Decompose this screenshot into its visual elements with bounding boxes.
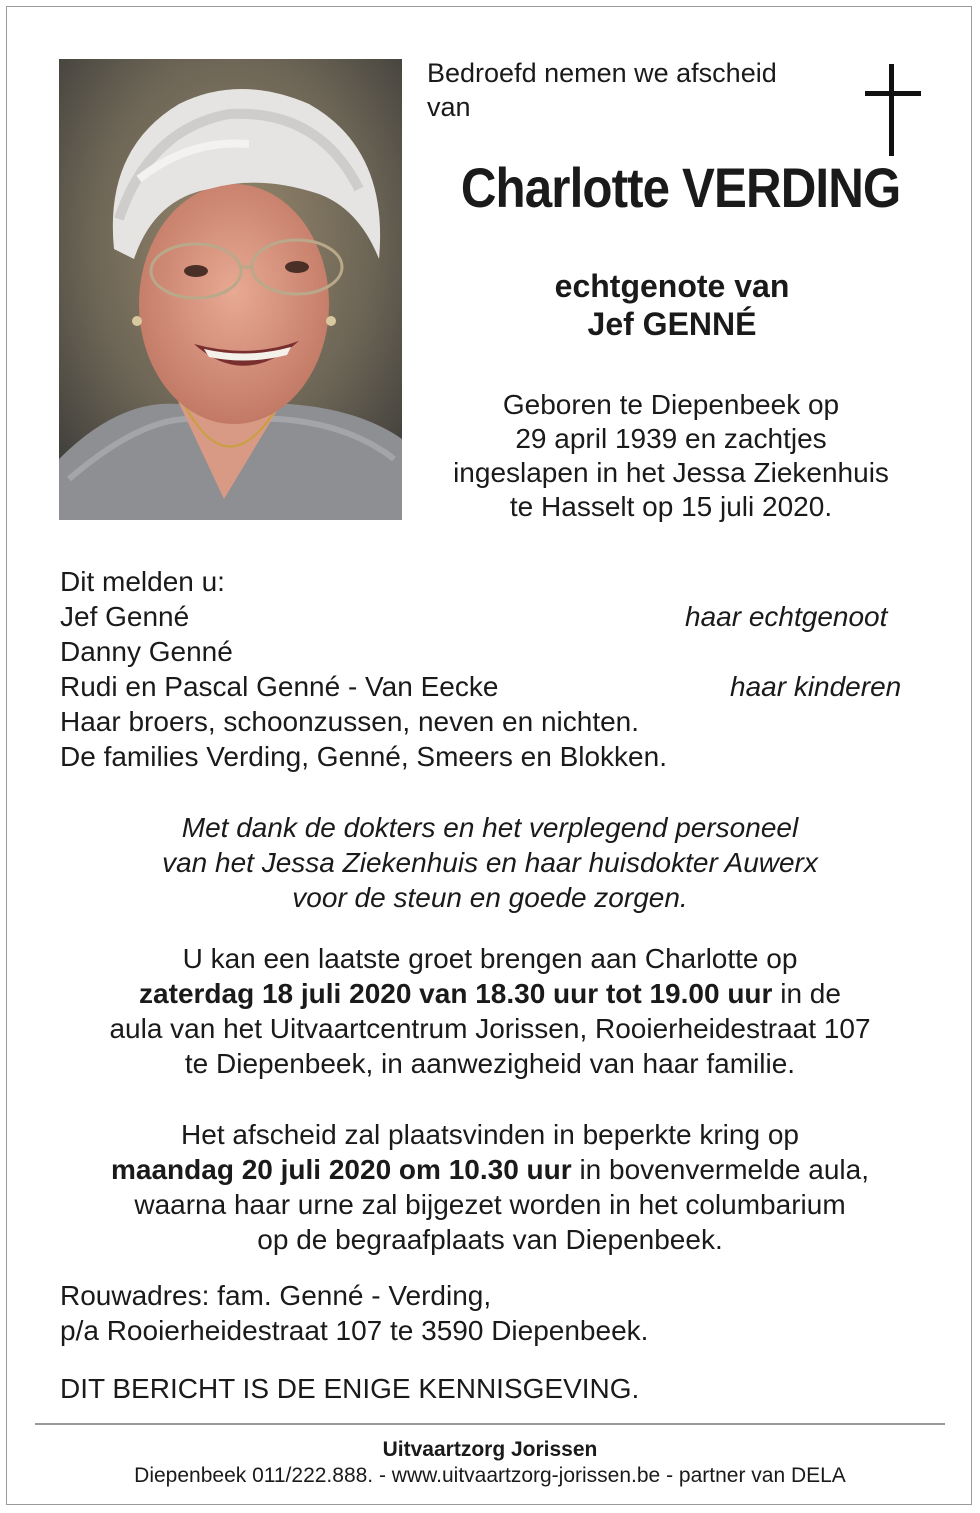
mourning-address	[60, 1278, 648, 1348]
funeral-line: Het afscheid zal plaatsvinden in beperkte kring op	[181, 1119, 799, 1150]
mourner-row	[60, 599, 920, 634]
intro-line: Bedroefd nemen we afscheid	[427, 58, 777, 88]
funeral-line: waarna haar urne zal bijgezet worden in het columbarium	[134, 1189, 846, 1220]
address-line: Rouwadres: fam. Genné - Verding,	[60, 1280, 492, 1311]
mourner-row	[60, 634, 920, 669]
intro-line: van	[427, 92, 471, 122]
spouse-name: Jef GENNÉ	[587, 306, 757, 342]
mourner-name: Danny Genné	[60, 636, 233, 667]
mourner-name: Jef Genné	[60, 601, 190, 632]
visit-line-rest: in de	[772, 978, 841, 1009]
birth-line: ingeslapen in het Jessa Ziekenhuis	[453, 457, 889, 488]
thanks-text	[0, 810, 980, 915]
mourner-row: Haar broers, schoonzussen, neven en nichten.	[60, 706, 640, 737]
mourner-role: haar echtgenoot	[685, 601, 888, 632]
spouse-line: echtgenote van	[554, 268, 790, 304]
birth-death-info	[420, 388, 922, 524]
funeral-line: op de begraafplaats van Diepenbeek.	[257, 1224, 723, 1255]
birth-line: 29 april 1939 en zachtjes	[515, 423, 827, 454]
funeral-line	[0, 1152, 980, 1187]
portrait-photo	[59, 59, 402, 520]
funeral-home-contact: Diepenbeek 011/222.888. - www.uitvaartzorg-jorissen.be - partner van DELA	[134, 1464, 846, 1487]
birth-line: te Hasselt op 15 juli 2020.	[509, 491, 833, 522]
mourner-row: De families Verding, Genné, Smeers en Blokken.	[60, 741, 667, 772]
mourner-row	[60, 669, 920, 704]
intro-text	[427, 56, 777, 124]
funeral-line-rest: in bovenvermelde aula,	[571, 1154, 869, 1185]
mourner-name: Rudi en Pascal Genné - Van Eecke	[60, 671, 499, 702]
visit-datetime: zaterdag 18 juli 2020 van 18.30 uur tot 19.00 uur	[139, 978, 773, 1009]
thanks-line: van het Jessa Ziekenhuis en haar huisdokter Auwerx	[162, 847, 818, 878]
mourners-heading: Dit melden u:	[60, 566, 225, 597]
visit-line: te Diepenbeek, in aanwezigheid van haar familie.	[184, 1048, 796, 1079]
address-line: p/a Rooierheidestraat 107 te 3590 Diepenbeek.	[60, 1315, 649, 1346]
funeral-home-name: Uitvaartzorg Jorissen	[382, 1438, 598, 1461]
mourner-role: haar kinderen	[730, 671, 902, 702]
notice-text: DIT BERICHT IS DE ENIGE KENNISGEVING.	[60, 1373, 640, 1404]
mourners-list	[60, 564, 920, 774]
thanks-line: Met dank de dokters en het verplegend personeel	[181, 812, 799, 843]
visit-line	[0, 976, 980, 1011]
footer-divider	[35, 1423, 945, 1425]
funeral-datetime: maandag 20 juli 2020 om 10.30 uur	[111, 1154, 572, 1185]
birth-line: Geboren te Diepenbeek op	[502, 389, 840, 420]
visit-line: U kan een laatste groet brengen aan Charlotte op	[182, 943, 798, 974]
funeral-info	[0, 1117, 980, 1257]
visitation-info	[0, 941, 980, 1081]
spouse-info	[430, 267, 914, 343]
deceased-name: Charlotte VERDING	[460, 156, 901, 219]
visit-line: aula van het Uitvaartcentrum Jorissen, Rooierheidestraat 107	[109, 1013, 871, 1044]
cross-icon	[865, 64, 921, 156]
thanks-line: voor de steun en goede zorgen.	[292, 882, 688, 913]
